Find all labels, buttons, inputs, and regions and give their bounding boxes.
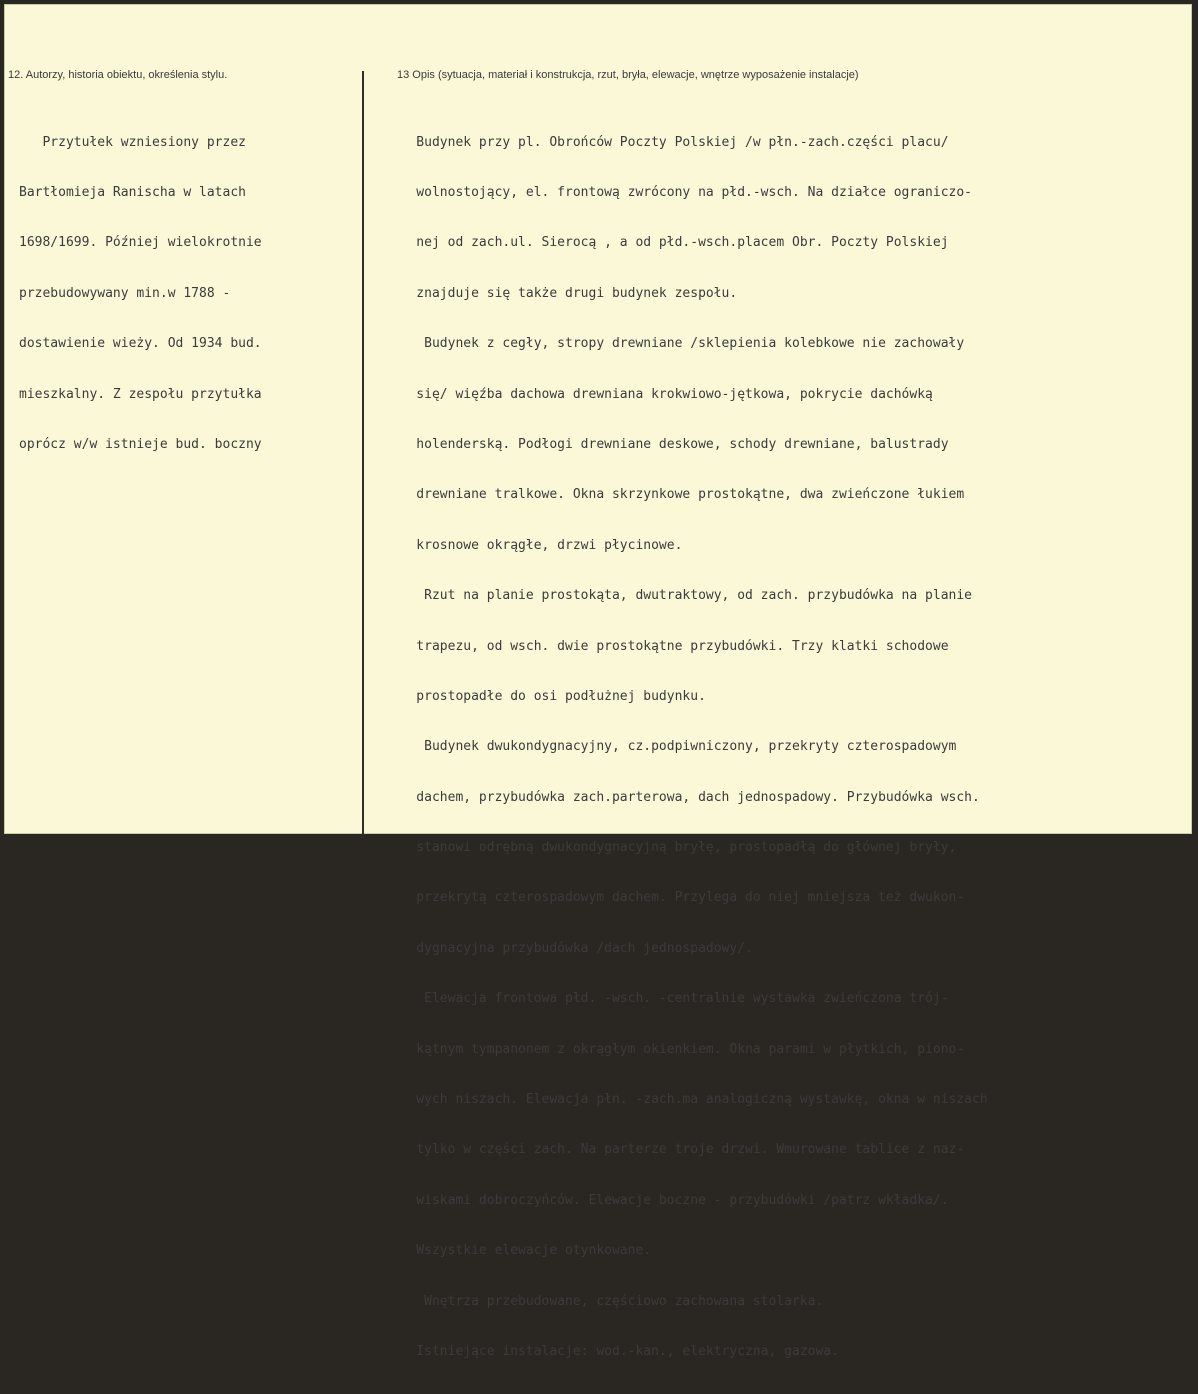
text-line: krosnowe okrągłe, drzwi płycinowe. <box>385 537 683 553</box>
text-line: nej od zach.ul. Sierocą , a od płd.-wsch.placem Obr. Poczty Polskiej <box>385 235 949 251</box>
text-line: trapezu, od wsch. dwie prostokątne przybudówki. Trzy klatki schodowe <box>385 638 949 654</box>
text-line: Budynek z cegły, stropy drewniane /sklepienia kolebkowe nie zachowały <box>385 336 965 352</box>
text-line: wych niszach. Elewacja płn. -zach.ma analogiczną wystawkę, okna w niszach <box>385 1092 988 1108</box>
text-line: Wszystkie elewacje otynkowane. <box>385 1243 652 1259</box>
text-line: Istniejące instalacje: wod.-kan., elektryczna, gazowa. <box>385 1343 839 1359</box>
text-line: stanowi odrębną dwukondygnacyjną bryłę, prostopadłą do głównej bryły, <box>385 840 957 856</box>
text-line: wolnostojący, el. frontową zwrócony na płd.-wsch. Na działce ograniczo- <box>385 184 972 200</box>
history-text <box>19 101 262 487</box>
text-line: przekrytą czterospadowym dachem. Przylega do niej mniejsza też dwukon- <box>385 890 965 906</box>
text-line: wiskami dobroczyńców. Elewacje boczne - przybudówki /patrz wkładka/. <box>385 1192 949 1208</box>
text-line: Rzut na planie prostokąta, dwutraktowy, od zach. przybudówka na planie <box>385 588 972 604</box>
text-line: Wnętrza przebudowane, częściowo zachowana stolarka. <box>385 1293 824 1309</box>
section-12-heading: 12. Autorzy, historia obiektu, określenia stylu. <box>8 69 228 81</box>
text-line: Elewacja frontowa płd. -wsch. -centralnie wystawka zwieńczona trój- <box>385 991 949 1007</box>
text-line: Budynek dwukondygnacyjny, cz.podpiwniczony, przekryty czterospadowym <box>385 739 957 755</box>
text-line: Bartłomieja Ranischa w latach <box>19 184 246 200</box>
text-line: dygnacyjna przybudówka /dach jednospadowy/. <box>385 940 753 956</box>
text-line: holenderską. Podłogi drewniane deskowe, schody drewniane, balustrady <box>385 436 949 452</box>
text-line: znajduje się także drugi budynek zespołu. <box>385 285 738 301</box>
section-13-heading: 13 Opis (sytuacja, materiał i konstrukcja, rzut, bryła, elewacje, wnętrze wyposażenie instalacje) <box>397 69 859 81</box>
text-line: dachem, przybudówka zach.parterowa, dach jednospadowy. Przybudówka wsch. <box>385 789 980 805</box>
record-card <box>4 4 1192 1359</box>
text-line: dostawienie wieży. Od 1934 bud. <box>19 336 262 352</box>
text-line: prostopadłe do osi podłużnej budynku. <box>385 688 706 704</box>
text-line: się/ więźba dachowa drewniana krokwiowo-jętkowa, pokrycie dachówką <box>385 386 933 402</box>
text-line: oprócz w/w istnieje bud. boczny <box>19 436 262 452</box>
text-line: drewniane tralkowe. Okna skrzynkowe prostokątne, dwa zwieńczone łukiem <box>385 487 965 503</box>
text-line: Budynek przy pl. Obrońców Poczty Polskiej /w płn.-zach.części placu/ <box>385 134 949 150</box>
text-line: przebudowywany min.w 1788 - <box>19 285 231 301</box>
column-divider <box>362 71 364 837</box>
description-text <box>385 101 988 1394</box>
text-line: Przytułek wzniesiony przez <box>19 134 246 150</box>
text-line: mieszkalny. Z zespołu przytułka <box>19 386 262 402</box>
text-line: 1698/1699. Później wielokrotnie <box>19 235 262 251</box>
text-line: kątnym tympanonem z okrągłym okienkiem. Okna parami w płytkich, piono- <box>385 1041 965 1057</box>
text-line: tylko w części zach. Na parterze troje drzwi. Wmurowane tablice z naz- <box>385 1142 965 1158</box>
